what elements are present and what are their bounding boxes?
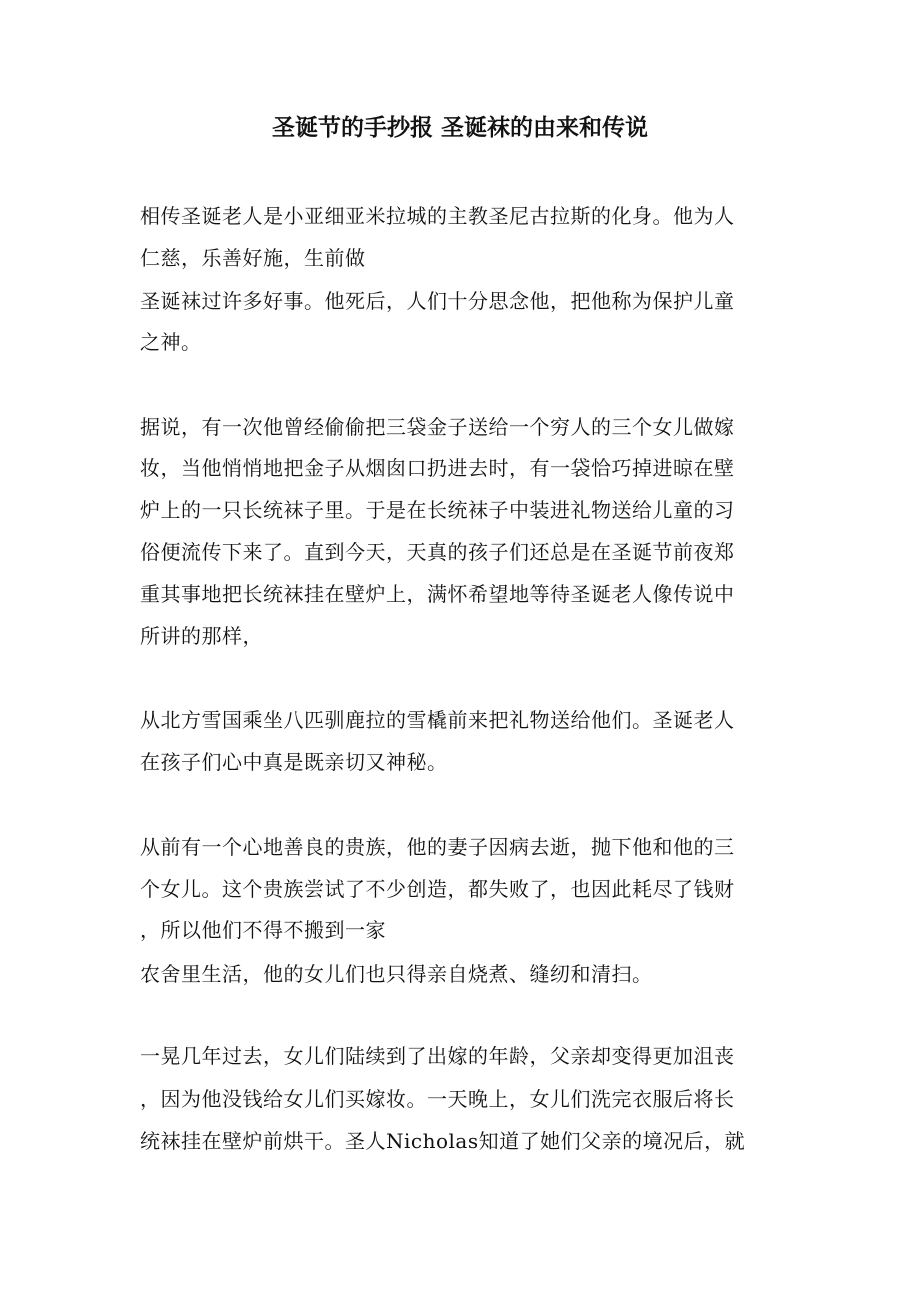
text-line: 重其事地把长统袜挂在壁炉上，满怀希望地等待圣诞老人像传说中 [140,582,735,606]
text-line: 从北方雪国乘坐八匹驯鹿拉的雪橇前来把礼物送给他们。圣诞老人 [140,708,735,732]
text-line: 农舍里生活，他的女儿们也只得亲自烧煮、缝纫和清扫。 [140,962,653,986]
text-line: 个女儿。这个贵族尝试了不少创造，都失败了，也因此耗尽了钱财 [140,877,735,901]
text-line: 妆，当他悄悄地把金子从烟囱口扔进去时，有一袋恰巧掉进晾在壁 [140,456,735,480]
text-line: 所讲的那样， [140,624,263,648]
text-line: 据说，有一次他曾经偷偷把三袋金子送给一个穷人的三个女儿做嫁 [140,415,735,439]
text-line: 在孩子们心中真是既亲切又神秘。 [140,750,448,774]
text-line: 相传圣诞老人是小亚细亚米拉城的主教圣尼古拉斯的化身。他为人 [140,204,735,228]
text-line: ，因为他没钱给女儿们买嫁妆。一天晚上，女儿们洗完衣服后将长 [140,1087,735,1111]
text-line: 圣诞袜过许多好事。他死后，人们十分思念他，把他称为保护儿童 [140,289,735,313]
text-line: 仁慈，乐善好施，生前做 [140,246,366,270]
text-line: 俗便流传下来了。直到今天，天真的孩子们还总是在圣诞节前夜郑 [140,540,735,564]
text-line: 从前有一个心地善良的贵族，他的妻子因病去逝，抛下他和他的三 [140,835,735,859]
text-line: 炉上的一只长统袜子里。于是在长统袜子中装进礼物送给儿童的习 [140,498,735,522]
text-line: ，所以他们不得不搬到一家 [140,918,386,942]
text-line: 之神。 [140,330,202,354]
text-line: 统袜挂在壁炉前烘干。圣人Nicholas知道了她们父亲的境况后，就 [140,1129,746,1153]
document-title: 圣诞节的手抄报 圣诞袜的由来和传说 [271,114,648,141]
text-line: 一晃几年过去，女儿们陆续到了出嫁的年龄，父亲却变得更加沮丧 [140,1044,735,1068]
